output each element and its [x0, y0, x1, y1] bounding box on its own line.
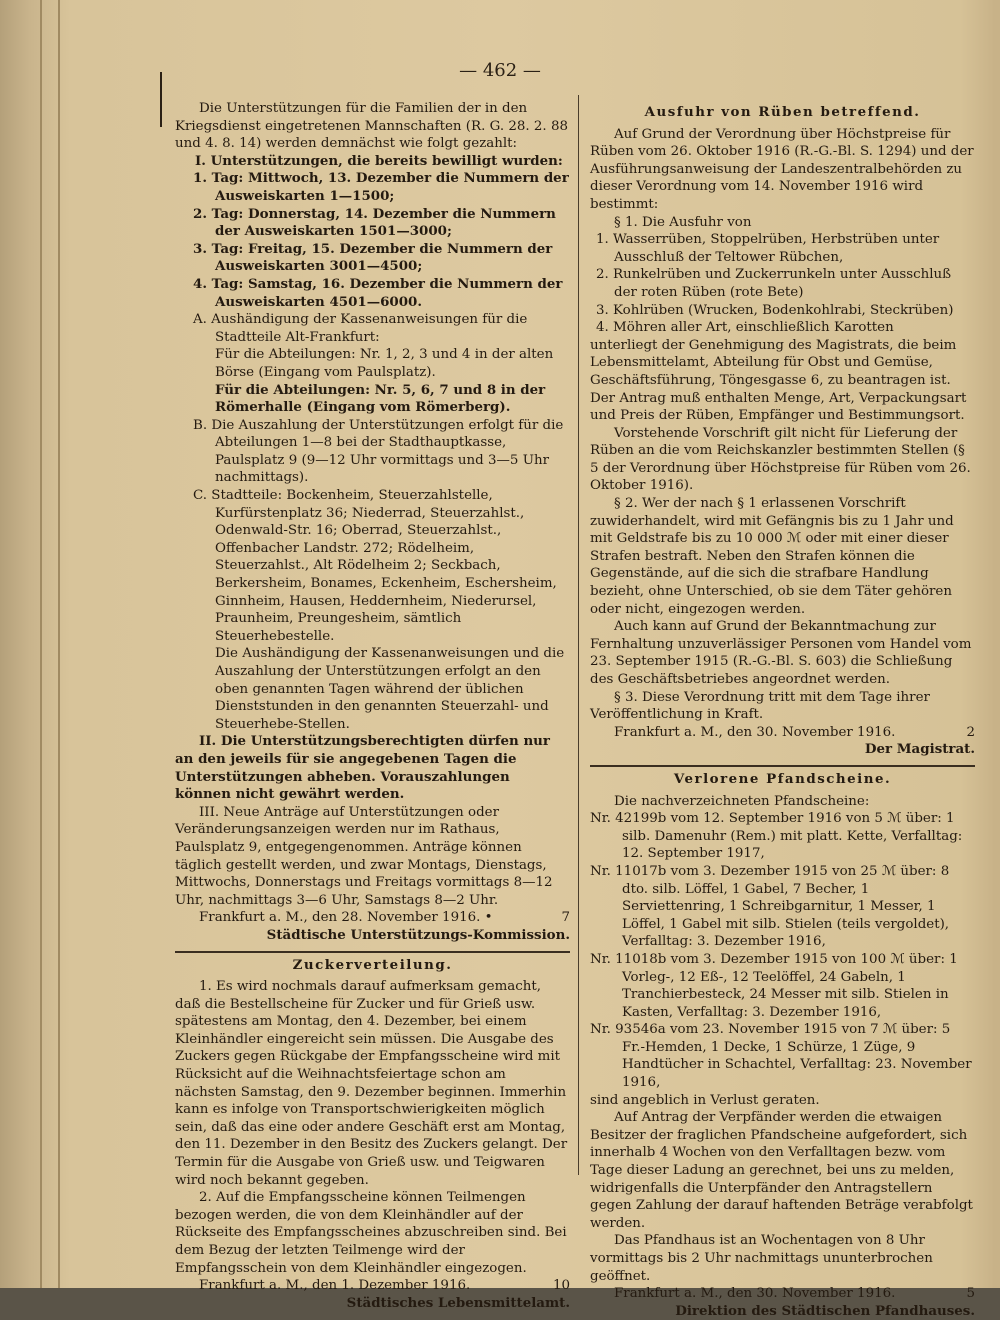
pfand-intro: Die nachverzeichneten Pfandscheine:	[614, 793, 870, 809]
pfand-paragraph: Auf Antrag der Verpfänder werden die etwaigen Besitzer der fraglichen Pfandscheine aufgefordert, sich innerhalb 4 Wochen von den Verfalltagen bezw. vom Tage dieser Ladung an gerechnet, bei uns zu melden, widrigenfalls die Unterpfänder den Antragstellern gegen Zahlung der darauf haftenden Beträge verabfolgt werden.	[590, 1110, 973, 1231]
date-line: Frankfurt a. M., den 28. November 1916. •	[199, 910, 493, 926]
pfand-item: Nr. 11017b vom 3. Dezember 1915 von 25 ℳ über: 8 dto. silb. Löffel, 1 Gabel, 7 Becher, 1 Serviettenring, 1 Schreibgarnitur, 1 Messer, 1 Löffel, 1 Gabel mit silb. Stielen (teils vergoldet), Verfalltag: 3. Dezember 1916,	[590, 863, 950, 950]
section-c-text: C. Stadtteile: Bockenheim, Steuerzahlstelle, Kurfürstenplatz 36; Niederrad, Steuerzahlst., Odenwald-Str. 16; Oberrad, Steuerzahlst., Offenbacher Landstr. 272; Rödelheim, Steuerzahlst., Alt Rödelheim 2; Seckbach, Berkersheim, Bonames, Eckenheim, Eschersheim, Ginnheim, Hausen, Heddernheim, Niederursel, Praunheim, Preungesheim, sämtlich Steuerhebestelle.	[193, 488, 557, 644]
pfand-item: Nr. 11018b vom 3. Dezember 1915 von 100 ℳ über: 1 Vorleg-, 12 Eß-, 12 Teelöffel, 24 Gabeln, 1 Tranchierbesteck, 24 Messer mit silb. Stielen in Kasten, Verfalltag: 3. Dezember 1916,	[590, 951, 958, 1020]
section-a-title: A. Aushändigung der Kassenanweisungen für die Stadtteile Alt-Frankfurt:	[193, 312, 528, 345]
signatory: Städtisches Lebensmittelamt.	[346, 1294, 570, 1311]
section-rule	[175, 951, 570, 953]
signature-line	[175, 909, 570, 927]
signature-line	[175, 1277, 570, 1295]
pfand-paragraph: Das Pfandhaus ist an Wochentagen von 8 Uhr vormittags bis 2 Uhr nachmittags ununterbrochen geöffnet.	[590, 1233, 933, 1284]
section-3-text: III. Neue Anträge auf Unterstützungen oder Veränderungsanzeigen werden nur im Rathaus, Paulsplatz 9, entgegengenommen. Anträge können täglich gestellt werden, und zwar Montags, Dienstags, Mittwochs, Donnerstags und Freitags vormittags 8—12 Uhr, nachmittags 3—6 Uhr, Samstags 8—2 Uhr.	[175, 804, 553, 908]
ruben-item: 2. Runkelrüben und Zuckerrunkeln unter Ausschluß der roten Rüben (rote Bete)	[596, 267, 952, 300]
paragraph-2: § 2. Wer der nach § 1 erlassenen Vorschrift zuwiderhandelt, wird mit Gefängnis bis zu 1 Jahr und mit Geldstrafe bis zu 10 000 ℳ oder mit einer dieser Strafen bestraft. Neben den Strafen können die Gegenstände, auf die sich die strafbare Handlung bezieht, ohne Unterschied, ob sie dem Täter gehören oder nicht, eingezogen werden.	[590, 496, 954, 617]
date-line: Frankfurt a. M., den 30. November 1916.	[614, 1286, 896, 1302]
date-line: Frankfurt a. M., den 1. Dezember 1916.	[199, 1278, 471, 1294]
zucker-paragraph: 2. Auf die Empfangsscheine können Teilmengen bezogen werden, die von dem Kleinhändler auf der Rückseite des Empfangsscheines abzuschreiben sind. Bei dem Bezug der letzten Teilmenge wird der Empfangsschein von dem Kleinhändler eingezogen.	[175, 1190, 567, 1276]
page-edge	[40, 0, 42, 1288]
ruben-title: Ausfuhr von Rüben betreffend.	[644, 104, 921, 120]
section-rule	[590, 765, 975, 767]
signatory: Der Magistrat.	[864, 741, 975, 758]
notice-number: 7	[561, 910, 570, 926]
section-c-note: Die Aushändigung der Kassenanweisungen und die Auszahlung der Unterstützungen erfolgt an den oben genannten Tagen während der üblichen Dienststunden in den genannten Steuerzahl- und Steuerhebe-Stellen.	[215, 646, 565, 732]
ruben-item: 4. Möhren aller Art, einschließlich Karotten	[596, 320, 894, 336]
section-b-text: B. Die Auszahlung der Unterstützungen erfolgt für die Abteilungen 1—8 bei der Stadthauptkasse, Paulsplatz 9 (9—12 Uhr vormittags und 3—5 Uhr nachmittags).	[193, 417, 564, 486]
zucker-title: Zuckerverteilung.	[292, 956, 453, 973]
paragraph-1-title: § 1. Die Ausfuhr von	[614, 214, 752, 230]
section-a-line: Für die Abteilungen: Nr. 1, 2, 3 und 4 in der alten Börse (Eingang vom Paulsplatz).	[215, 347, 554, 380]
section-a-line: Für die Abteilungen: Nr. 5, 6, 7 und 8 in der Römerhalle (Eingang vom Römerberg).	[215, 381, 546, 416]
signature-line	[590, 724, 975, 742]
page-edge	[58, 0, 60, 1288]
paragraph-2b: Auch kann auf Grund der Bekanntmachung zur Fernhaltung unzuverlässiger Personen vom Handel vom 23. September 1915 (R.-G.-Bl. S. 603) die Schließung des Geschäftsbetriebes angeordnet werden.	[590, 619, 972, 687]
notice-number: 10	[552, 1278, 570, 1294]
day-item: 3. Tag: Freitag, 15. Dezember die Nummern der Ausweiskarten 3001—4500;	[193, 240, 553, 275]
notice-number: 2	[966, 724, 975, 740]
ruben-body: unterliegt der Genehmigung des Magistrats, die beim Lebensmittelamt, Abteilung für Obst und Gemüse, Geschäftsführung, Töngesgasse 6, zu beantragen ist. Der Antrag muß enthalten Menge, Art, Verpackungsart und Preis der Rüben, Empfänger und Bestimmungsort.	[590, 337, 967, 424]
right-column	[590, 100, 975, 1320]
date-line: Frankfurt a. M., den 30. November 1916.	[614, 724, 896, 740]
column-divider	[578, 95, 579, 1175]
pfand-title: Verlorene Pfandscheine.	[673, 770, 892, 787]
page-number: — 462 —	[459, 60, 541, 81]
left-column	[175, 100, 570, 1312]
day-item: 2. Tag: Donnerstag, 14. Dezember die Nummern der Ausweiskarten 1501—3000;	[193, 205, 556, 240]
ruben-item: 1. Wasserrüben, Stoppelrüben, Herbstrüben unter Ausschluß der Teltower Rübchen,	[596, 232, 940, 265]
ruben-intro: Auf Grund der Verordnung über Höchstpreise für Rüben vom 26. Oktober 1916 (R.-G.-Bl. S. 1294) und der Ausführungsanweisung der Landeszentralbehörden zu dieser Verordnung vom 14. November 1916 wird bestimmt:	[590, 126, 974, 212]
signatory: Direktion des Städtischen Pfandhauses.	[675, 1302, 975, 1319]
pfand-item: Nr. 42199b vom 12. September 1916 von 5 ℳ über: 1 silb. Damenuhr (Rem.) mit platt. Kette, Verfalltag: 12. September 1917,	[590, 811, 963, 862]
ruben-paragraph: Vorstehende Vorschrift gilt nicht für Lieferung der Rüben an die vom Reichskanzler bestimmten Stellen (§ 5 der Verordnung über Höchstpreise für Rüben vom 26. Oktober 1916).	[590, 425, 971, 494]
section-2-text: II. Die Unterstützungsberechtigten dürfen nur an den jeweils für sie angegebenen Tagen die Unterstützungen abheben. Vorauszahlungen können nicht gewährt werden.	[175, 733, 550, 803]
notice-number: 5	[966, 1286, 975, 1302]
ruben-item: 3. Kohlrüben (Wrucken, Bodenkohlrabi, Steckrüben)	[596, 302, 954, 318]
pfand-item: Nr. 93546a vom 23. November 1915 von 7 ℳ über: 5 Fr.-Hemden, 1 Decke, 1 Schürze, 1 Züge, 9 Handtücher in Schachtel, Verfalltag: 23. November 1916,	[590, 1022, 972, 1091]
day-item: 4. Tag: Samstag, 16. Dezember die Nummern der Ausweiskarten 4501—6000.	[193, 275, 563, 310]
pfand-lost: sind angeblich in Verlust geraten.	[590, 1092, 820, 1108]
zucker-paragraph: 1. Es wird nochmals darauf aufmerksam gemacht, daß die Bestellscheine für Zucker und für Grieß usw. spätestens am Montag, den 4. Dezember, bei einem Kleinhändler eingereicht sein müssen. Die Ausgabe des Zuckers gegen Rückgabe der Empfangsscheine wird mit Rücksicht auf die Weihnachtsfeiertage schon am nächsten Samstag, den 9. Dezember beginnen. Immerhin kann es infolge von Transportschwierigkeiten möglich sein, daß das eine oder andere Geschäft erst am Montag, den 11. Dezember in den Besitz des Zuckers gelangt. Der Termin für die Ausgabe von Grieß usw. und Teigwaren wird noch bekannt gegeben.	[175, 979, 568, 1188]
intro-paragraph: Die Unterstützungen für die Familien der in den Kriegsdienst eingetretenen Mannschaften (R. G. 28. 2. 88 und 4. 8. 14) werden demnächst wie folgt gezahlt:	[175, 101, 568, 152]
paragraph-3: § 3. Diese Verordnung tritt mit dem Tage ihrer Veröffentlichung in Kraft.	[590, 689, 930, 723]
signatory: Städtische Unterstützungs-Kommission.	[266, 926, 570, 943]
section-1-title: I. Unterstützungen, die bereits bewilligt wurden:	[195, 152, 563, 169]
day-item: 1. Tag: Mittwoch, 13. Dezember die Nummern der Ausweiskarten 1—1500;	[193, 170, 569, 204]
